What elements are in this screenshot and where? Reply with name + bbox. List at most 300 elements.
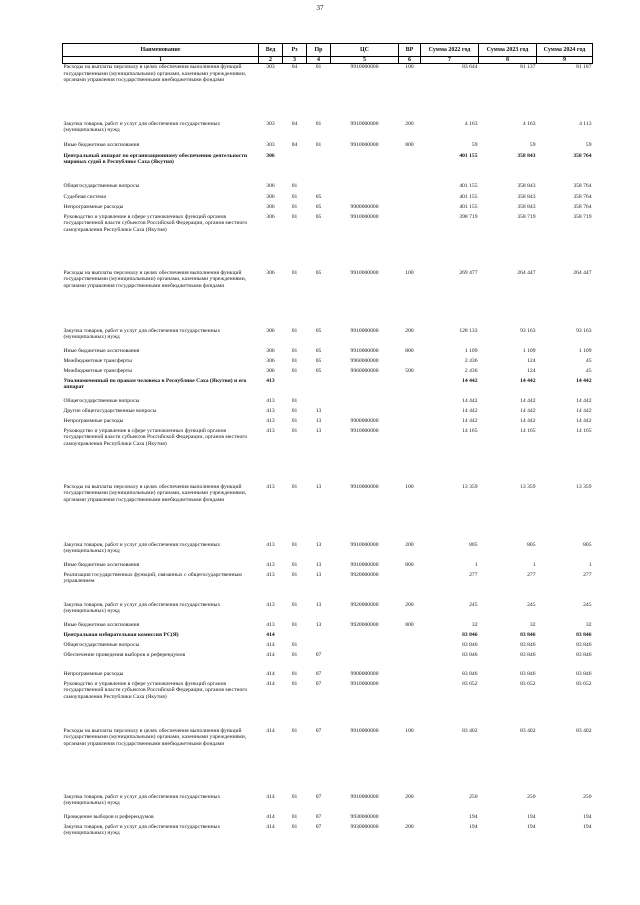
row-rz: 01	[291, 397, 298, 404]
row-pr	[307, 183, 331, 194]
row-vr: 200	[405, 541, 414, 548]
table-row	[63, 632, 593, 642]
row-ved: 414	[266, 641, 275, 648]
row-sum-2024: 45	[585, 367, 592, 374]
row-vr: 100	[405, 269, 414, 276]
row-name: Закупка товаров, работ и услуг для обеспечения государственных (муниципальных) нужд	[63, 120, 221, 133]
column-number: 9	[537, 57, 593, 64]
row-vr	[399, 632, 421, 642]
row-cs	[331, 652, 399, 671]
row-vr	[399, 398, 421, 408]
row-sum-2023: 83 846	[520, 641, 536, 648]
row-vr: 200	[405, 601, 414, 608]
row-sum-2023: 93 163	[520, 327, 536, 334]
row-cs: 9910000000	[350, 347, 379, 354]
row-cs: 9910000000	[350, 120, 379, 127]
row-name: Центральная избирательная комиссия РС(Я)	[63, 631, 179, 638]
row-rz: 01	[291, 427, 298, 434]
row-vr: 100	[405, 727, 414, 734]
row-vr: 800	[405, 561, 414, 568]
column-number: 6	[399, 57, 421, 64]
table-row	[63, 671, 593, 681]
row-name: Иные бюджетные ассигнования	[63, 561, 140, 568]
row-sum-2022: 128 133	[459, 327, 478, 334]
row-pr: 07	[315, 813, 322, 820]
row-name: Судебная система	[63, 193, 107, 200]
row-sum-2024: 358 764	[573, 152, 592, 159]
row-sum-2022: 83 846	[462, 641, 478, 648]
row-rz: 01	[291, 182, 298, 189]
row-rz: 01	[291, 327, 298, 334]
row-name: Непрограммные расходы	[63, 417, 124, 424]
row-pr	[307, 153, 331, 183]
header-row	[63, 44, 593, 57]
row-name: Общегосударственные вопросы	[63, 641, 140, 648]
row-cs: 9910000000	[350, 541, 379, 548]
row-sum-2022: 14 442	[462, 417, 478, 424]
budget-table	[62, 43, 593, 844]
row-vr	[399, 214, 421, 270]
row-rz: 01	[291, 651, 298, 658]
row-vr: 100	[405, 483, 414, 490]
row-rz: 04	[291, 141, 298, 148]
header-sum-2024: Сумма 2024 год	[537, 44, 593, 57]
row-ved: 306	[266, 182, 275, 189]
row-sum-2023: 13 359	[520, 483, 536, 490]
row-rz	[283, 632, 307, 642]
row-sum-2023: 124	[527, 367, 536, 374]
row-rz: 01	[291, 823, 298, 830]
row-cs	[331, 153, 399, 183]
row-name: Закупка товаров, работ и услуг для обеспечения государственных (муниципальных) нужд	[63, 327, 221, 340]
table-row	[63, 418, 593, 428]
row-ved: 413	[266, 397, 275, 404]
row-sum-2023: 83 846	[520, 651, 536, 658]
row-cs: 9910000000	[350, 561, 379, 568]
row-sum-2024: 1 109	[578, 347, 592, 354]
row-name: Расходы на выплаты персоналу в целях обеспечения выполнения функций государственными (муниципальными) органами, казенными учреждениями, органами управления государственными внебюджетными фондами	[63, 727, 247, 747]
column-number: 8	[479, 57, 537, 64]
row-rz: 01	[291, 193, 298, 200]
row-sum-2024: 83 846	[576, 670, 592, 677]
row-pr: 01	[315, 64, 322, 70]
header-rz: Рз	[283, 44, 307, 57]
row-cs: 9910000000	[350, 64, 379, 70]
row-rz: 01	[291, 601, 298, 608]
row-ved: 413	[266, 417, 275, 424]
table-row	[63, 270, 593, 328]
column-number: 7	[421, 57, 479, 64]
header-ved: Вед	[259, 44, 283, 57]
column-number-row	[63, 57, 593, 64]
row-sum-2024: 358 764	[573, 193, 592, 200]
row-ved: 414	[266, 631, 275, 638]
row-rz: 01	[291, 541, 298, 548]
row-name: Обеспечение проведения выборов и референдумов	[63, 651, 186, 658]
row-sum-2022: 2 436	[464, 357, 478, 364]
row-vr	[399, 153, 421, 183]
table-row	[63, 328, 593, 348]
row-sum-2023: 805	[527, 541, 536, 548]
row-sum-2023: 32	[529, 621, 536, 628]
row-cs: 9960000000	[350, 367, 379, 374]
row-pr: 07	[315, 823, 322, 830]
row-sum-2023: 14 442	[520, 407, 536, 414]
row-sum-2022: 245	[469, 601, 478, 608]
table-row	[63, 642, 593, 652]
table-row	[63, 142, 593, 153]
row-ved: 306	[266, 213, 275, 220]
row-ved: 306	[266, 347, 275, 354]
row-pr: 05	[315, 347, 322, 354]
row-rz: 01	[291, 561, 298, 568]
row-vr: 800	[405, 347, 414, 354]
row-sum-2022: 4 163	[464, 120, 478, 127]
row-pr: 05	[315, 367, 322, 374]
row-rz	[283, 153, 307, 183]
row-sum-2024: 358 719	[573, 213, 592, 220]
row-sum-2024: 93 163	[576, 327, 592, 334]
row-rz: 01	[291, 347, 298, 354]
row-name: Центральный аппарат по организационному обеспечению деятельности мировых судей в Республике Саха (Якутия)	[63, 152, 248, 165]
row-vr	[399, 378, 421, 398]
table-row	[63, 602, 593, 622]
row-sum-2022: 14 442	[462, 407, 478, 414]
column-number: 5	[331, 57, 399, 64]
table-row	[63, 214, 593, 270]
row-sum-2024: 1	[588, 561, 592, 568]
row-ved: 306	[266, 193, 275, 200]
row-rz: 01	[291, 357, 298, 364]
row-sum-2023: 83 402	[520, 727, 536, 734]
row-sum-2024: 358 764	[573, 182, 592, 189]
row-cs: 9910000000	[350, 213, 379, 220]
row-rz: 01	[291, 203, 298, 210]
row-vr	[399, 408, 421, 418]
row-pr	[307, 398, 331, 408]
row-sum-2022: 83 846	[462, 670, 478, 677]
row-sum-2022: 269 477	[459, 269, 478, 276]
row-rz: 01	[291, 407, 298, 414]
row-vr	[399, 204, 421, 214]
row-sum-2022: 398 719	[459, 213, 478, 220]
row-sum-2023: 4 163	[522, 120, 536, 127]
row-ved: 306	[266, 327, 275, 334]
row-sum-2022: 14 165	[462, 427, 478, 434]
row-cs	[331, 378, 399, 398]
row-cs	[331, 398, 399, 408]
row-pr	[307, 642, 331, 652]
row-sum-2024: 14 442	[576, 377, 592, 384]
row-cs: 9920000000	[350, 571, 379, 578]
row-rz: 01	[291, 213, 298, 220]
row-ved: 413	[266, 377, 275, 384]
row-sum-2024: 83 652	[576, 680, 592, 687]
row-vr: 100	[405, 64, 414, 70]
row-name: Общегосударственные вопросы	[63, 182, 140, 189]
row-sum-2023: 14 442	[520, 417, 536, 424]
row-ved: 413	[266, 571, 275, 578]
row-rz: 04	[291, 120, 298, 127]
table-row	[63, 378, 593, 398]
row-ved: 414	[266, 680, 275, 687]
table-row	[63, 484, 593, 542]
table-row	[63, 428, 593, 484]
row-sum-2022: 13 359	[462, 483, 478, 490]
row-rz: 01	[291, 571, 298, 578]
row-sum-2022: 14 442	[462, 397, 478, 404]
row-name: Руководство и управление в сфере установленных функций органов государственной власти субъектов Российской Федерации, органов местного самоуправления Республики Саха (Якутия)	[63, 680, 248, 700]
row-sum-2022: 14 442	[462, 377, 478, 384]
row-ved: 413	[266, 427, 275, 434]
column-number: 3	[283, 57, 307, 64]
row-cs: 9900000000	[350, 670, 379, 677]
row-sum-2022: 59	[471, 141, 478, 148]
row-sum-2024: 14 165	[576, 427, 592, 434]
row-cs	[331, 408, 399, 418]
row-sum-2022: 401 155	[459, 152, 478, 159]
row-sum-2022: 277	[469, 571, 478, 578]
row-name: Закупка товаров, работ и услуг для обеспечения государственных (муниципальных) нужд	[63, 823, 221, 836]
row-name: Общегосударственные вопросы	[63, 397, 140, 404]
row-pr: 05	[315, 213, 322, 220]
row-name: Иные бюджетные ассигнования	[63, 621, 140, 628]
row-sum-2023: 124	[527, 357, 536, 364]
row-sum-2022: 32	[471, 621, 478, 628]
row-name: Закупка товаров, работ и услуг для обеспечения государственных (муниципальных) нужд	[63, 601, 221, 614]
header-cs: ЦС	[331, 44, 399, 57]
row-cs: 9900000000	[350, 417, 379, 424]
row-vr	[399, 183, 421, 194]
row-name: Руководство и управление в сфере установленных функций органов государственной власти субъектов Российской Федерации, органов местного самоуправления Республики Саха (Якутия)	[63, 213, 248, 233]
row-name: Закупка товаров, работ и услуг для обеспечения государственных (муниципальных) нужд	[63, 793, 221, 806]
row-name: Проведение выборов и референдумов	[63, 813, 154, 820]
header-name: Наименование	[63, 44, 259, 57]
row-cs	[331, 194, 399, 204]
row-sum-2023: 83 846	[520, 670, 536, 677]
row-vr: 200	[405, 793, 414, 800]
row-sum-2023: 194	[527, 813, 536, 820]
row-cs: 9910000000	[350, 141, 379, 148]
row-pr	[307, 632, 331, 642]
row-sum-2023: 250	[527, 793, 536, 800]
row-sum-2022: 250	[469, 793, 478, 800]
row-pr: 05	[315, 357, 322, 364]
row-ved: 413	[266, 541, 275, 548]
column-number: 1	[63, 57, 259, 64]
row-vr	[399, 671, 421, 681]
row-name: Межбюджетные трансферты	[63, 367, 132, 374]
row-cs: 9930000000	[350, 823, 379, 830]
row-ved: 306	[266, 152, 275, 159]
table-row	[63, 542, 593, 562]
row-vr	[399, 418, 421, 428]
table-row	[63, 204, 593, 214]
row-ved: 303	[266, 64, 275, 70]
row-sum-2024: 14 442	[576, 397, 592, 404]
table-row	[63, 814, 593, 824]
column-number: 2	[259, 57, 283, 64]
row-vr: 200	[405, 823, 414, 830]
row-sum-2022: 83 402	[462, 727, 478, 734]
row-name: Руководство и управление в сфере установленных функций органов государственной власти субъектов Российской Федерации, органов местного самоуправления Республики Саха (Якутия)	[63, 427, 248, 447]
row-sum-2024: 83 846	[576, 651, 592, 658]
row-cs: 9900000000	[350, 203, 379, 210]
row-cs	[331, 642, 399, 652]
row-sum-2023: 358 719	[517, 213, 536, 220]
row-sum-2023: 14 165	[520, 427, 536, 434]
row-ved: 306	[266, 269, 275, 276]
row-name: Иные бюджетные ассигнования	[63, 141, 140, 148]
table-row	[63, 183, 593, 194]
table-row	[63, 681, 593, 728]
row-ved: 414	[266, 813, 275, 820]
row-pr: 13	[315, 407, 322, 414]
row-pr: 07	[315, 670, 322, 677]
row-sum-2024: 83 402	[576, 727, 592, 734]
row-pr: 05	[315, 203, 322, 210]
row-name: Реализация государственных функций, связанных с общегосударственным управлением	[63, 571, 242, 584]
row-rz: 04	[291, 64, 298, 70]
row-rz	[283, 378, 307, 398]
table-row	[63, 562, 593, 572]
row-pr: 07	[315, 651, 322, 658]
row-rz: 01	[291, 813, 298, 820]
row-vr	[399, 814, 421, 824]
row-sum-2024: 81 187	[576, 64, 592, 70]
row-sum-2023: 264 447	[517, 269, 536, 276]
row-pr: 13	[315, 571, 322, 578]
row-ved: 413	[266, 601, 275, 608]
page-number: 37	[316, 4, 324, 12]
row-cs: 9960000000	[350, 357, 379, 364]
row-pr	[307, 378, 331, 398]
header-vr: ВР	[399, 44, 421, 57]
header-pr: Пр	[307, 44, 331, 57]
row-ved: 413	[266, 561, 275, 568]
row-sum-2022: 1	[474, 561, 478, 568]
column-number: 4	[307, 57, 331, 64]
row-vr	[399, 642, 421, 652]
row-name: Непрограммные расходы	[63, 203, 124, 210]
table-row	[63, 153, 593, 183]
row-pr: 13	[315, 417, 322, 424]
row-pr: 05	[315, 269, 322, 276]
row-cs: 9910000000	[350, 483, 379, 490]
table-row	[63, 121, 593, 142]
row-sum-2022: 194	[469, 813, 478, 820]
table-row	[63, 194, 593, 204]
row-vr: 500	[405, 367, 414, 374]
row-ved: 303	[266, 120, 275, 127]
row-name: Уполномоченный по правам человека в Республике Саха (Якутия) и его аппарат	[63, 377, 247, 390]
row-pr: 01	[315, 120, 322, 127]
row-rz: 01	[291, 641, 298, 648]
table-row	[63, 824, 593, 844]
header-sum-2022: Сумма 2022 год	[421, 44, 479, 57]
table-body	[63, 64, 593, 844]
row-sum-2022: 401 155	[459, 203, 478, 210]
row-sum-2022: 401 155	[459, 193, 478, 200]
row-ved: 306	[266, 367, 275, 374]
table-row	[63, 368, 593, 378]
row-cs: 9910000000	[350, 793, 379, 800]
row-ved: 414	[266, 793, 275, 800]
row-sum-2022: 83 652	[462, 680, 478, 687]
row-pr: 13	[315, 601, 322, 608]
row-vr	[399, 428, 421, 484]
row-sum-2022: 1 109	[464, 347, 478, 354]
row-sum-2023: 1 109	[522, 347, 536, 354]
row-sum-2023: 59	[529, 141, 536, 148]
row-sum-2024: 805	[583, 541, 592, 548]
row-ved: 306	[266, 203, 275, 210]
row-name: Другие общегосударственные вопросы	[63, 407, 157, 414]
row-rz: 01	[291, 367, 298, 374]
row-sum-2022: 83 846	[462, 631, 478, 638]
row-pr: 05	[315, 327, 322, 334]
row-sum-2023: 358 843	[517, 203, 536, 210]
row-sum-2022: 194	[469, 823, 478, 830]
row-ved: 303	[266, 141, 275, 148]
row-ved: 413	[266, 407, 275, 414]
row-pr: 07	[315, 793, 322, 800]
row-rz: 01	[291, 483, 298, 490]
row-rz: 01	[291, 793, 298, 800]
row-cs: 9910000000	[350, 680, 379, 687]
row-sum-2023: 245	[527, 601, 536, 608]
row-pr: 07	[315, 680, 322, 687]
row-sum-2022: 805	[469, 541, 478, 548]
row-vr	[399, 358, 421, 368]
table-row	[63, 408, 593, 418]
row-sum-2023: 14 442	[520, 377, 536, 384]
row-ved: 414	[266, 670, 275, 677]
header-sum-2023: Сумма 2023 год	[479, 44, 537, 57]
row-ved: 414	[266, 823, 275, 830]
row-sum-2024: 358 764	[573, 203, 592, 210]
row-vr: 200	[405, 120, 414, 127]
row-sum-2022: 401 155	[459, 182, 478, 189]
row-sum-2023: 83 846	[520, 631, 536, 638]
row-cs: 9910000000	[350, 427, 379, 434]
row-name: Закупка товаров, работ и услуг для обеспечения государственных (муниципальных) нужд	[63, 541, 221, 554]
row-sum-2024: 4 113	[579, 120, 592, 127]
row-name: Расходы на выплаты персоналу в целях обеспечения выполнения функций государственными (муниципальными) органами, казенными учреждениями, органами управления государственными внебюджетными фондами	[63, 64, 247, 83]
row-rz: 01	[291, 621, 298, 628]
row-pr: 05	[315, 193, 322, 200]
row-vr: 200	[405, 327, 414, 334]
row-pr: 07	[315, 727, 322, 734]
row-sum-2024: 45	[585, 357, 592, 364]
table-row	[63, 728, 593, 794]
row-ved: 413	[266, 621, 275, 628]
table-row	[63, 358, 593, 368]
row-vr	[399, 652, 421, 671]
row-sum-2024: 14 442	[576, 417, 592, 424]
row-pr: 01	[315, 141, 322, 148]
table-row	[63, 794, 593, 814]
table-row	[63, 348, 593, 358]
row-vr: 800	[405, 621, 414, 628]
row-pr: 13	[315, 621, 322, 628]
row-rz: 01	[291, 269, 298, 276]
row-cs: 9910000000	[350, 727, 379, 734]
row-sum-2023: 194	[527, 823, 536, 830]
row-rz: 01	[291, 727, 298, 734]
row-pr: 13	[315, 541, 322, 548]
row-ved: 414	[266, 651, 275, 658]
